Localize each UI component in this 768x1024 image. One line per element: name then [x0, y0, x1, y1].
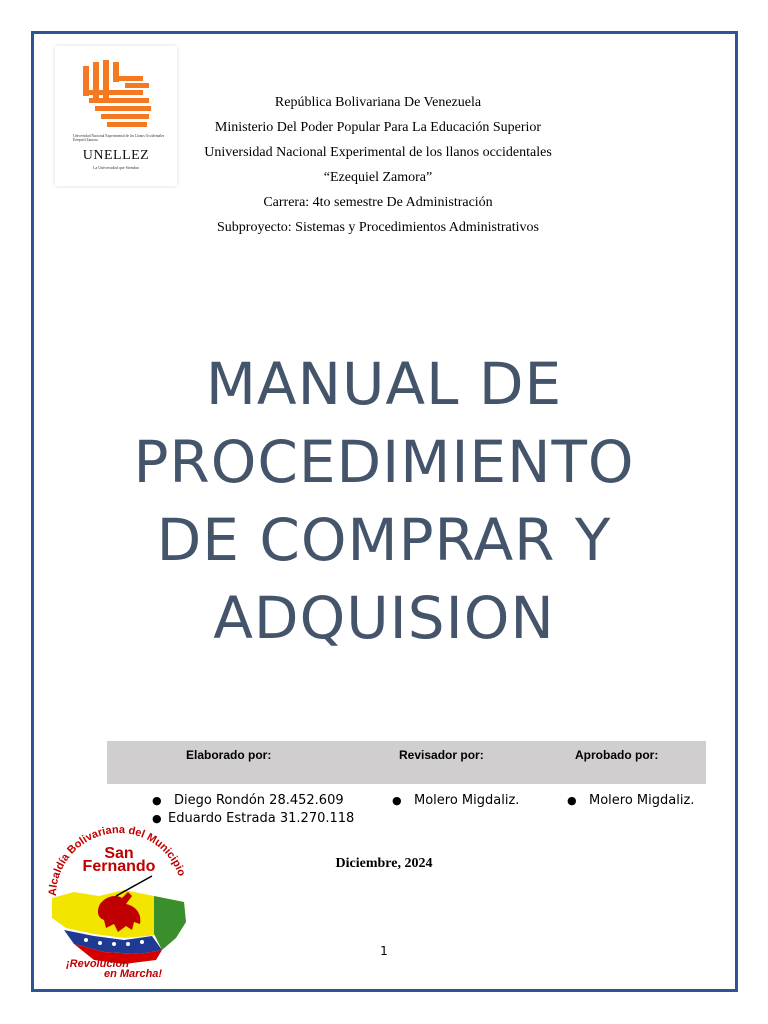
- elaborado-header: Elaborado por:: [186, 748, 272, 762]
- unellez-tagline: La Universidad que Siembra: [93, 165, 139, 170]
- header-line: República Bolivariana De Venezuela: [274, 95, 482, 110]
- unellez-emblem-icon: [55, 46, 177, 136]
- title-line: ADQUISION: [213, 584, 555, 652]
- document-title: [80, 345, 688, 657]
- approver-name: Molero Migdaliz.: [589, 793, 695, 808]
- unellez-logo: [55, 46, 177, 186]
- unellez-name: UNELLEZ: [82, 148, 150, 163]
- alcaldia-slogan-line2: en Marcha!: [104, 968, 163, 980]
- author-name: Eduardo Estrada 31.270.118: [168, 811, 355, 826]
- alcaldia-logo: [44, 826, 194, 978]
- title-line: PROCEDIMIENTO: [133, 428, 635, 496]
- list-item: [152, 792, 360, 810]
- bullet-icon: ●: [152, 812, 162, 825]
- header-line: “Ezequiel Zamora”: [323, 170, 433, 185]
- author-name: Diego Rondón 28.452.609: [174, 793, 344, 808]
- alcaldia-name-line2: Fernando: [82, 858, 156, 875]
- alcaldia-slogan-line1: ¡Revolución: [66, 958, 129, 970]
- institution-header: [178, 90, 578, 240]
- bullet-icon: ●: [152, 794, 162, 807]
- title-line: DE COMPRAR Y: [156, 506, 612, 574]
- bullet-icon: ●: [567, 794, 577, 807]
- aprobado-header: Aprobado por:: [575, 748, 659, 762]
- page-number: 1: [380, 944, 388, 958]
- header-line: Ministerio Del Poder Popular Para La Educación Superior: [214, 120, 542, 135]
- bullet-icon: ●: [392, 794, 402, 807]
- revisado-header: Revisador por:: [399, 748, 484, 762]
- unellez-full-name: Universidad Nacional Experimental de los Llanos Occidentales Ezequiel Zamora: [73, 134, 165, 142]
- alcaldia-arc-text: Alcaldía Bolivariana del Municipio: [46, 826, 188, 897]
- list-item: [567, 792, 695, 810]
- alcaldia-name-line1: San: [104, 845, 134, 862]
- aprobado-list: [567, 792, 695, 810]
- document-date: Diciembre, 2024: [335, 856, 433, 871]
- elaborado-list: [152, 792, 355, 828]
- list-item: [392, 792, 520, 810]
- signature-table-header: [107, 741, 706, 784]
- revisado-list: [392, 792, 520, 810]
- header-line: Subproyecto: Sistemas y Procedimientos Administrativos: [217, 220, 539, 235]
- title-line: MANUAL DE: [205, 350, 563, 418]
- header-line: Universidad Nacional Experimental de los llanos occidentales: [204, 145, 552, 160]
- reviewer-name: Molero Migdaliz.: [414, 793, 520, 808]
- header-line: Carrera: 4to semestre De Administración: [263, 195, 493, 210]
- list-item: [152, 810, 355, 828]
